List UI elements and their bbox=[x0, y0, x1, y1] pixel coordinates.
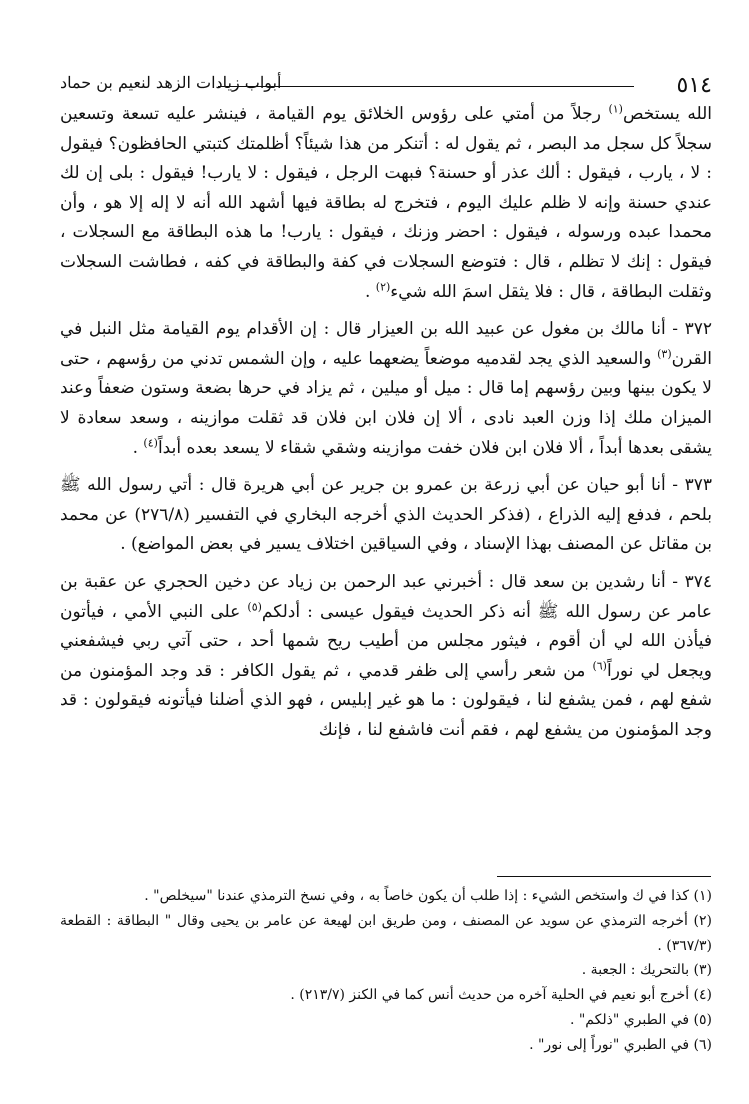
footnote-2: (٢) أخرجه الترمذي عن سويد عن المصنف ، ومن طريق ابن لهيعة عن عامر بن يحيى وقال " البطاقة : القطعة (٣٦٧/٣) . bbox=[60, 912, 712, 954]
text-segment: على النبي الأمي ، فيأتون فيأذن الله لي أن أقوم ، فيثور مجلس من أطيب ريح شمها أحد ، حتى آتي ربي فيشفعني ويجعل لي نوراً bbox=[60, 601, 713, 681]
footnote-ref-5: (٥) bbox=[247, 599, 262, 613]
paragraph-373 bbox=[60, 471, 712, 560]
footnote-rule bbox=[497, 876, 711, 877]
footnote-3: (٣) بالتحريك : الجعبة . bbox=[581, 962, 712, 979]
footnote-5: (٥) في الطبري "ذلكم" . bbox=[569, 1011, 712, 1028]
footnote-ref-4: (٤) bbox=[143, 435, 158, 449]
text-segment: من شعر رأسي إلى ظفر قدمي ، ثم يقول الكافر : قد وجد المؤمنون من شفع لهم ، فمن يشفع لنا ، فيقولون : ما هو غير إبليس ، فهو الذي أضلنا فيأتونه فيقولون : قد وجد المؤمنون من يشفع لهم ، فقم أنت فاشفع لنا ، فإنك bbox=[60, 660, 712, 740]
paragraph-continuation: الله يستخص$^{(١)}$ رجلاً من أمتي على رؤوس الخلائق يوم القيامة ، فينشر عليه تسعة وتسعين سجلاً كل سجل مد البصر ، ثم يقول له : أتنكر من هذا شيئاً؟ أظلمتك كتبتي الحافظون؟ فيقول : لا ، يارب ، فيقول : ألك عذر أو حسنة؟ فبهت الرجل ، فيقول : لا يارب! فيقول : بلى إن لك عندي حسنة وإنه لا ظلم عليك اليوم ، فتخرج له بطاقة فيها أشهد الله أنه لا إله إلا هو ، وأن محمدا عبده ورسوله ، فيقول : احضر وزنك ، فيقول : يارب! ما هذه البطاقة مع السجلات ، فيقول : إنك لا تظلم ، قال : فتوضع السجلات في كفة والبطاقة في كفه ، فطاشت السجلات وثقلت البطاقة ، قال : فلا يثقل اسمَ الله شيء$^{(٢)}$ . bbox=[60, 102, 712, 302]
footnote-ref-1: (١) bbox=[608, 102, 623, 116]
page-header bbox=[60, 70, 712, 100]
paragraph-372: ٣٧٢ - أنا مالك بن مغول عن عبيد الله بن العيزار قال : إن الأقدام يوم القيامة مثل النبل في القرن$^{(٣)}$ والسعيد الذي يجد لقدميه موضعاً يضعهما عليه ، وإن الشمس تدني من رؤسهم ، حتى لا يكون بينها وبين رؤسهم إما قال : ميل أو ميلين ، ثم يزاد في حرها بضعة وستون ضعفاً وعند الميزان ملك إذا وزن العبد نادى ، ألا إن فلان ابن فلان قد ثقلت موازينه ، وسعد سعادة لا يشقى بعدها أبداً ، ألا فلان ابن فلان خفت موازينه وشقي شقاء لا يسعد بعده أبداً$^{(٤)}$ . bbox=[60, 319, 713, 458]
text-segment: ٣٧٢ - أنا مالك بن مغول عن عبيد الله بن العيزار قال : إن الأقدام يوم القيامة مثل النبل في القرن bbox=[60, 319, 713, 369]
text-segment: الله يستخص bbox=[622, 104, 712, 124]
footnotes bbox=[60, 884, 712, 1058]
footnote-1: (١) كذا في ك واستخص الشيء : إذا طلب أن يكون خاصاً به ، وفي نسخ الترمذي عندنا "سيخلص" . bbox=[144, 888, 712, 904]
footnote-4: (٤) أخرج أبو نعيم في الحلية آخره من حديث أنس كما في الكنز (٢١٣/٧) . bbox=[290, 987, 712, 1004]
footnote-6: (٦) في الطبري "نوراً إلى نور" . bbox=[529, 1036, 712, 1053]
page-number: ٥١٤ bbox=[676, 73, 712, 98]
running-title: أبواب زيادات الزهد لنعيم بن حماد bbox=[60, 73, 282, 92]
text-segment: والسعيد الذي يجد لقدميه موضعاً يضعهما عليه ، وإن الشمس تدني من رؤسهم ، حتى لا يكون بينها وبين رؤسهم إما قال : ميل أو ميلين ، ثم يزاد في حرها بضعة وستون ضعفاً وعند الميزان ملك إذا وزن العبد نادى ، ألا إن فلان ابن فلان قد ثقلت موازينه ، وسعد سعادة لا يشقى بعدها أبداً ، ألا فلان ابن فلان خفت موازينه وشقي شقاء لا يسعد بعده أبداً bbox=[60, 348, 712, 458]
footnote-ref-6: (٦) bbox=[592, 659, 607, 673]
text-segment: ٣٧٤ - أنا رشدين بن سعد قال : أخبرني عبد الرحمن بن زياد عن دخين الحجري عن عقبة بن عامر عن رسول الله ﷺ أنه ذكر الحديث فيقول عيسى : أدلكم bbox=[60, 571, 712, 622]
footnote-ref-3: (٣) bbox=[657, 347, 672, 361]
footnote-ref-2: (٢) bbox=[375, 279, 391, 293]
text-segment: رجلاً من أمتي على رؤوس الخلائق يوم القيامة ، فينشر عليه تسعة وتسعين سجلاً كل سجل مد البصر ، ثم يقول له : أتنكر من هذا شيئاً؟ أظلمتك كتبتي الحافظون؟ فيقول : لا ، يارب ، فيقول : ألك عذر أو حسنة؟ فبهت الرجل ، فيقول : لا يارب! فيقول : بلى إن لك عندي حسنة وإنه لا ظلم عليك اليوم ، فتخرج له بطاقة فيها أشهد الله أنه لا إله إلا هو ، وأن محمدا عبده ورسوله ، فيقول : احضر وزنك ، فيقول : يارب! ما هذه البطاقة مع السجلات ، فيقول : إنك لا تظلم ، قال : فتوضع السجلات في كفة والبطاقة في كفه ، فطاشت السجلات وثقلت البطاقة ، قال : فلا يثقل اسمَ الله شيء bbox=[60, 104, 712, 302]
paragraph-374 bbox=[60, 568, 712, 746]
text-segment: ٣٧٣ - أنا أبو حيان عن أبي زرعة بن عمرو بن جرير عن أبي هريرة قال : أتي رسول الله ﷺ بلحم ، فدفع إليه الذراع ، (فذكر الحديث الذي أخرجه البخاري في التفسير (٢٧٦/٨) عن محمد بن مقاتل عن المصنف بهذا الإسناد ، وفي السياقين اختلاف يسير في بعض المواضع) . bbox=[60, 475, 712, 555]
main-text bbox=[60, 100, 712, 745]
